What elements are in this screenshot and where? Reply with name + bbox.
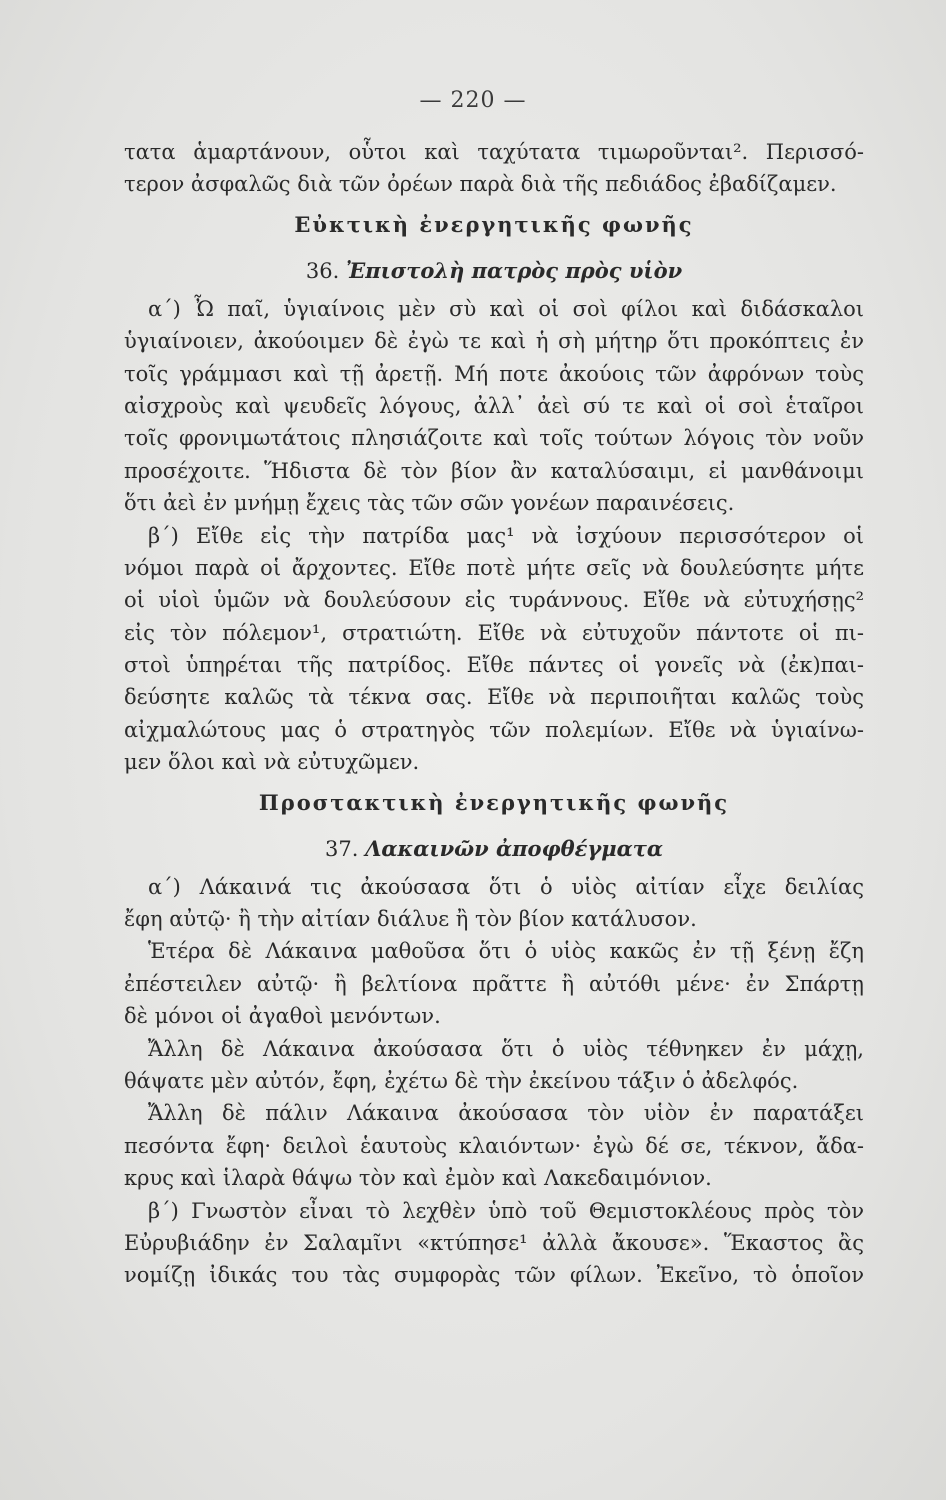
text-line: πεσόντα ἔφη· δειλοὶ ἑαυτοὺς κλαιόντων· ἐγὼ δέ σε, τέκνον, ἄδα-: [124, 1133, 864, 1158]
text-line: Ἑτέρα δὲ Λάκαινα μαθοῦσα ὅτι ὁ υἱὸς κακῶς ἐν τῇ ξένῃ ἔζη: [148, 939, 864, 964]
text-line: κρυς καὶ ἱλαρὰ θάψω τὸν καὶ ἐμὸν καὶ Λακεδαιμόνιον.: [124, 1166, 712, 1191]
text-line: νομίζῃ ἰδικάς του τὰς συμφορὰς τῶν φίλων. Ἐκεῖνο, τὸ ὁποῖον: [124, 1263, 864, 1288]
exercise-title: Λακαινῶν ἀποφθέγματα: [365, 835, 664, 861]
section-heading-optative: Εὐκτικὴ ἐνεργητικῆς φωνῆς: [294, 211, 694, 237]
intro-line-2: τερον ἀσφαλῶς διὰ τῶν ὀρέων παρὰ διὰ τῆς πεδιάδος ἐβαδίζαμεν.: [124, 172, 837, 197]
text-line: οἱ υἱοὶ ὑμῶν νὰ δουλεύσουν εἰς τυράννους. Εἴθε νὰ εὐτυχήσῃς²: [124, 588, 864, 613]
text-line: δεύσητε καλῶς τὰ τέκνα σας. Εἴθε νὰ περιποιῆται καλῶς τοὺς: [124, 685, 864, 710]
text-line: α´) Λάκαινά τις ἀκούσασα ὅτι ὁ υἱὸς αἰτίαν εἶχε δειλίας: [148, 874, 864, 899]
text-line: στοὶ ὑπηρέται τῆς πατρίδος. Εἴθε πάντες οἱ γονεῖς νὰ (ἐκ)παι-: [124, 653, 864, 678]
text-line: ὅτι ἀεὶ ἐν μνήμῃ ἔχεις τὰς τῶν σῶν γονέων παραινέσεις.: [124, 491, 735, 516]
text-line: εἰς τὸν πόλεμον¹, στρατιώτη. Εἴθε νὰ εὐτυχοῦν πάντοτε οἱ πι-: [124, 620, 864, 645]
section-heading-imperative: Προστακτικὴ ἐνεργητικῆς φωνῆς: [258, 789, 730, 815]
text-line: μεν ὅλοι καὶ νὰ εὐτυχῶμεν.: [124, 750, 420, 775]
text-line: τοῖς γράμμασι καὶ τῇ ἀρετῇ. Μή ποτε ἀκούοις τῶν ἀφρόνων τοὺς: [124, 361, 864, 386]
text-line: Ἄλλη δὲ Λάκαινα ἀκούσασα ὅτι ὁ υἱὸς τέθνηκεν ἐν μάχῃ,: [148, 1036, 864, 1061]
text-line: Εὐρυβιάδην ἐν Σαλαμῖνι «κτύπησε¹ ἀλλὰ ἄκουσε». Ἕκαστος ἂς: [124, 1230, 864, 1255]
text-block: [124, 136, 864, 1292]
text-line: Ἄλλη δὲ πάλιν Λάκαινα ἀκούσασα τὸν υἱὸν ἐν παρατάξει: [148, 1101, 864, 1126]
exercise-number: 37.: [324, 836, 359, 861]
text-line: ἔφη αὐτῷ· ἢ τὴν αἰτίαν διάλυε ἢ τὸν βίον κατάλυσον.: [124, 907, 697, 932]
text-line: προσέχοιτε. Ἥδιστα δὲ τὸν βίον ἂν καταλύσαιμι, εἰ μανθάνοιμι: [124, 458, 864, 483]
text-line: β´) Εἴθε εἰς τὴν πατρίδα μας¹ νὰ ἰσχύουν περισσότερον οἱ: [148, 523, 864, 548]
text-line: αἰσχροὺς καὶ ψευδεῖς λόγους, ἀλλ᾽ ἀεὶ σύ τε καὶ οἱ σοὶ ἑταῖροι: [124, 393, 864, 418]
text-line: α´) Ὦ παῖ, ὑγιαίνοις μὲν σὺ καὶ οἱ σοὶ φίλοι καὶ διδάσκαλοι: [148, 296, 864, 321]
exercise-title: Ἐπιστολὴ πατρὸς πρὸς υἱὸν: [345, 257, 683, 283]
exercise-number: 36.: [305, 258, 340, 283]
intro-line-1: τατα ἁμαρτάνουν, οὗτοι καὶ ταχύτατα τιμωροῦνται². Περισσό-: [124, 140, 864, 164]
text-line: δὲ μόνοι οἱ ἀγαθοὶ μενόντων.: [124, 1004, 441, 1029]
text-line: θάψατε μὲν αὐτόν, ἔφη, ἐχέτω δὲ τὴν ἐκείνου τάξιν ὁ ἀδελφός.: [124, 1068, 799, 1093]
text-line: ὑγιαίνοιεν, ἀκούοιμεν δὲ ἐγὼ τε καὶ ἡ σὴ μήτηρ ὅτι προκόπτεις ἐν: [124, 329, 864, 354]
text-line: ἐπέστειλεν αὐτῷ· ἢ βελτίονα πρᾶττε ἢ αὐτόθι μένε· ἐν Σπάρτῃ: [124, 971, 864, 996]
text-line: β´) Γνωστὸν εἶναι τὸ λεχθὲν ὑπὸ τοῦ Θεμιστοκλέους πρὸς τὸν: [148, 1198, 864, 1223]
text-line: αἰχμαλώτους μας ὁ στρατηγὸς τῶν πολεμίων. Εἴθε νὰ ὑγιαίνω-: [124, 717, 864, 742]
exercise-title-37: [124, 827, 864, 871]
text-line: τοῖς φρονιμωτάτοις πλησιάζοιτε καὶ τοῖς τούτων λόγοις τὸν νοῦν: [124, 426, 864, 451]
exercise-title-36: [124, 249, 864, 293]
text-line: νόμοι παρὰ οἱ ἄρχοντες. Εἴθε ποτὲ μήτε σεῖς νὰ δουλεύσητε μήτε: [124, 555, 864, 580]
page-number: — 220 —: [419, 88, 527, 113]
